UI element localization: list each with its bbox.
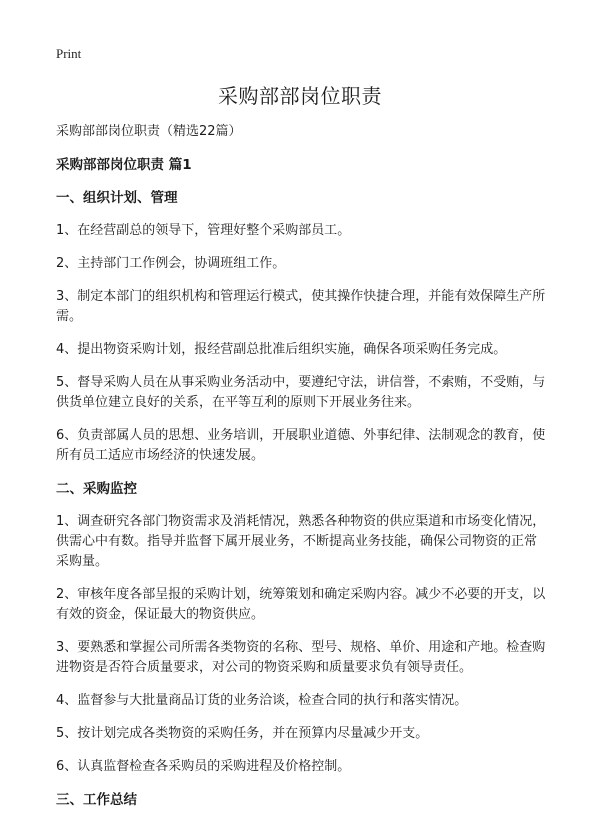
print-label: Print (56, 46, 82, 61)
section-1-item-3: 3、制定本部门的组织机构和管理运行模式，使其操作快捷合理，并能有效保障生产所需。 (56, 289, 546, 324)
section-1-item-4: 4、提出物资采购计划，报经营副总批准后组织实施，确保各项采购任务完成。 (56, 342, 507, 357)
section-2-item-1: 1、调查研究各部门物资需求及消耗情况，熟悉各种物资的供应渠道和市场变化情况，供需心中有数。指导并监督下属开展业务，不断提高业务技能，确保公司物资的正常采购量。 (56, 514, 546, 569)
article-title: 采购部部岗位职责 篇1 (56, 157, 192, 173)
section-2-item-5: 5、按计划完成各类物资的采购任务，并在预算内尽量减少开支。 (56, 726, 429, 741)
document-body (56, 122, 548, 823)
document-title: 采购部部岗位职责 (218, 84, 382, 108)
section-2-item-6: 6、认真监督检查各采购员的采购进程及价格控制。 (56, 759, 351, 774)
section-heading-1: 一、组织计划、管理 (56, 190, 178, 206)
section-1-item-5: 5、督导采购人员在从事采购业务活动中，要遵纪守法，讲信誉，不索贿，不受贿，与供货单位建立良好的关系，在平等互利的原则下开展业务往来。 (56, 375, 546, 410)
section-2-item-2: 2、审核年度各部呈报的采购计划，统筹策划和确定采购内容。减少不必要的开支，以有效的资金，保证最大的物资供应。 (56, 587, 546, 622)
document-subtitle: 采购部部岗位职责（精选22篇） (56, 124, 242, 139)
section-1-item-1: 1、在经营副总的领导下，管理好整个采购部员工。 (56, 223, 351, 238)
section-1-item-2: 2、主持部门工作例会，协调班组工作。 (56, 256, 286, 271)
section-1-item-6: 6、负责部属人员的思想、业务培训，开展职业道德、外事纪律、法制观念的教育，使所有员工适应市场经济的快速发展。 (56, 428, 546, 463)
section-heading-2: 二、采购监控 (56, 481, 137, 497)
section-2-item-4: 4、监督参与大批量商品订货的业务洽谈，检查合同的执行和落实情况。 (56, 693, 468, 708)
section-heading-3: 三、工作总结 (56, 792, 137, 808)
section-2-item-3: 3、要熟悉和掌握公司所需各类物资的名称、型号、规格、单价、用途和产地。检查购进物资是否符合质量要求，对公司的物资采购和质量要求负有领导责任。 (56, 640, 546, 675)
